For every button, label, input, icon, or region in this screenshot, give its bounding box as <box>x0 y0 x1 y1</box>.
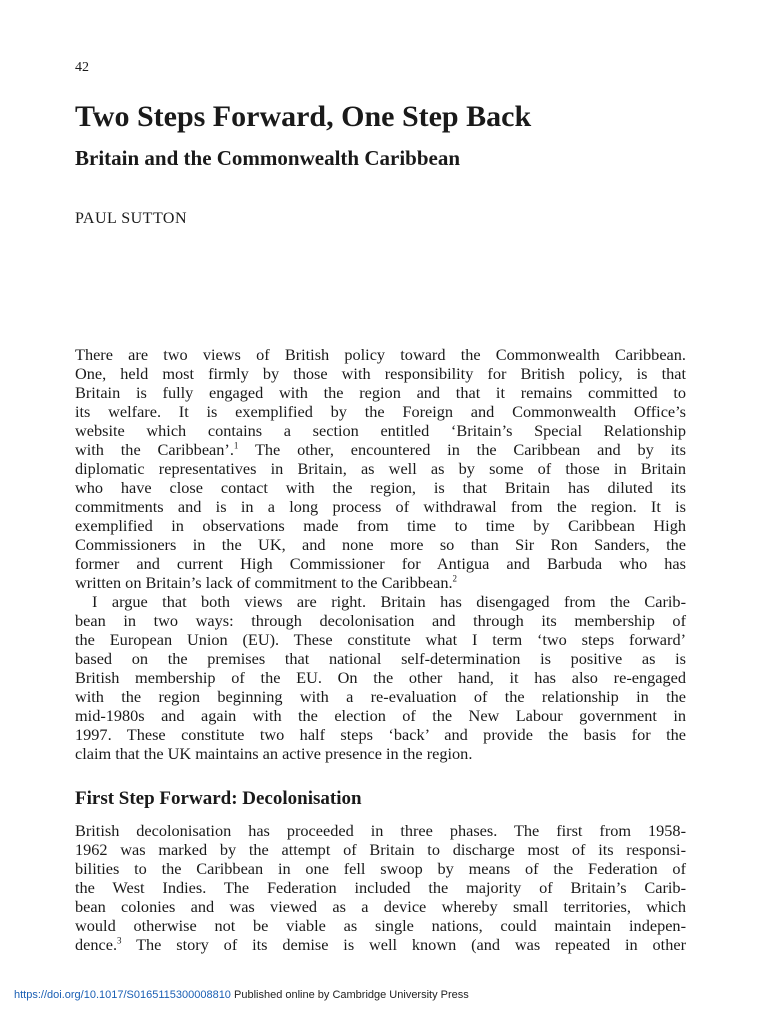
text-line: There are two views of British policy toward the Commonwealth Caribbean. <box>75 345 686 364</box>
section-heading: First Step Forward: Decolonisation <box>75 788 362 809</box>
text-line: the European Union (EU). These constitute what I term ‘two steps forward’ <box>75 630 686 649</box>
text-line: website which contains a section entitled ‘Britain’s Special Relationship <box>75 421 686 440</box>
article-title: Two Steps Forward, One Step Back <box>75 100 532 133</box>
paragraph-1 <box>75 345 686 763</box>
text-line: Britain is fully engaged with the region and that it remains committed to <box>75 383 686 402</box>
text-segment: written on Britain’s lack of commitment to the Caribbean. <box>75 573 453 592</box>
footnote-marker[interactable]: 2 <box>452 573 458 584</box>
section-paragraph <box>75 821 686 954</box>
page-number: 42 <box>75 60 89 75</box>
text-line <box>75 935 686 954</box>
text-line: claim that the UK maintains an active presence in the region. <box>75 744 473 763</box>
published-note: Published online by Cambridge University Press <box>230 989 469 1001</box>
text-line: British decolonisation has proceeded in three phases. The first from 1958- <box>75 821 686 840</box>
text-line: the West Indies. The Federation included the majority of Britain’s Carib- <box>75 878 686 897</box>
text-line: I argue that both views are right. Britain has disengaged from the Carib- <box>92 592 686 611</box>
text-line: its welfare. It is exemplified by the Foreign and Commonwealth Office’s <box>75 402 686 421</box>
text-line: exemplified in observations made from time to time by Caribbean High <box>75 516 686 535</box>
text-line: bean in two ways: through decolonisation and through its membership of <box>75 611 686 630</box>
footnote-marker[interactable]: 3 <box>117 935 122 946</box>
text-line: former and current High Commissioner for Antigua and Barbuda who has <box>75 554 686 573</box>
text-segment: with the Caribbean’. <box>75 440 234 459</box>
author-name: PAUL SUTTON <box>75 210 188 227</box>
text-segment: The story of its demise is well known (and was repeated in other <box>121 935 686 954</box>
text-line <box>75 440 686 459</box>
text-line: would otherwise not be viable as single nations, could maintain indepen- <box>75 916 686 935</box>
text-line: with the region beginning with a re-evaluation of the relationship in the <box>75 687 686 706</box>
footer <box>14 989 469 1001</box>
footnote-marker[interactable]: 1 <box>233 440 239 451</box>
text-line <box>75 573 686 592</box>
text-line: 1997. These constitute two half steps ‘back’ and provide the basis for the <box>75 725 686 744</box>
text-line: based on the premises that national self-determination is positive as is <box>75 649 686 668</box>
text-line: Commissioners in the UK, and none more so than Sir Ron Sanders, the <box>75 535 686 554</box>
text-line: One, held most firmly by those with responsibility for British policy, is that <box>75 364 686 383</box>
text-line: who have close contact with the region, is that Britain has diluted its <box>75 478 686 497</box>
article-subtitle: Britain and the Commonwealth Caribbean <box>75 146 461 170</box>
text-line: bilities to the Caribbean in one fell swoop by means of the Federation of <box>75 859 686 878</box>
text-segment: The other, encountered in the Caribbean and by its <box>238 440 686 459</box>
text-line: mid-1980s and again with the election of the New Labour government in <box>75 706 686 725</box>
text-line: British membership of the EU. On the other hand, it has also re-engaged <box>75 668 686 687</box>
text-line: commitments and is in a long process of withdrawal from the region. It is <box>75 497 686 516</box>
doi-link[interactable]: https://doi.org/10.1017/S0165115300008810 <box>14 989 231 1001</box>
text-line: bean colonies and was viewed as a device whereby small territories, which <box>75 897 686 916</box>
text-segment: dence. <box>75 935 118 954</box>
text-line: diplomatic representatives in Britain, as well as by some of those in Britain <box>75 459 686 478</box>
text-line: 1962 was marked by the attempt of Britain to discharge most of its responsi- <box>75 840 686 859</box>
